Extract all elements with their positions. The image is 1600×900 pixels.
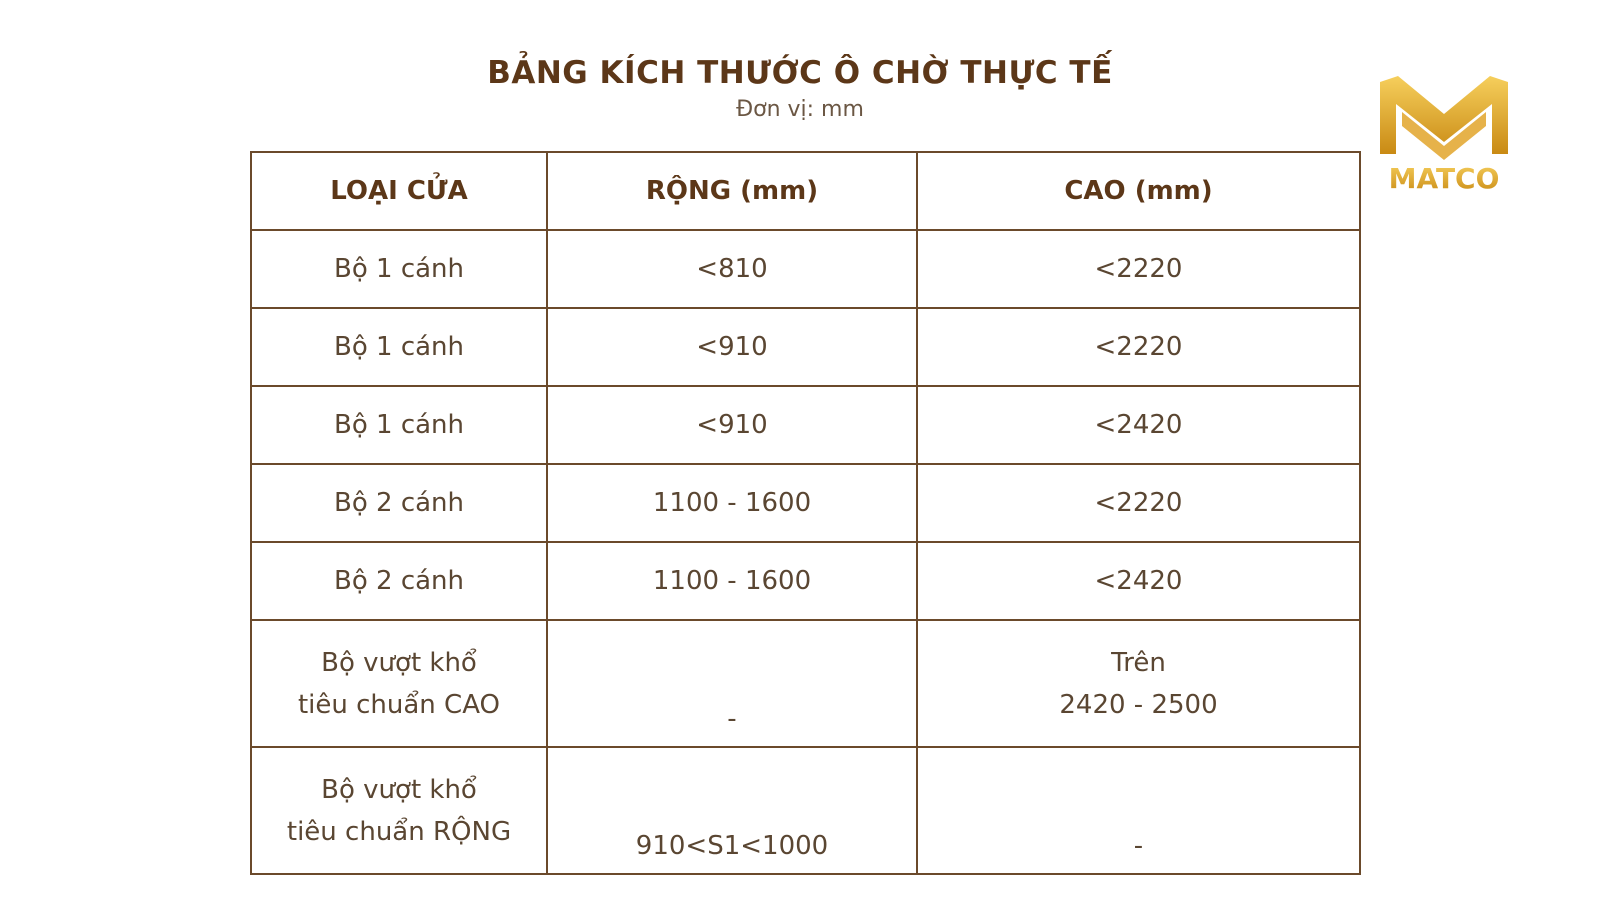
- width-cell: 1100 - 1600: [547, 464, 917, 542]
- table-row: [251, 308, 1360, 386]
- height-cell: <2420: [917, 542, 1360, 620]
- table-row: [251, 747, 1360, 874]
- page-title: BẢNG KÍCH THƯỚC Ô CHỜ THỰC TẾ: [487, 55, 1113, 91]
- height-cell: <2220: [917, 464, 1360, 542]
- width-cell: 1100 - 1600: [547, 542, 917, 620]
- column-header-height: CAO (mm): [917, 152, 1360, 230]
- door-type-cell: Bộ 1 cánh: [251, 230, 547, 308]
- width-cell: 910<S1<1000: [547, 747, 917, 874]
- table-row: [251, 620, 1360, 747]
- svg-text:MATCO: MATCO: [1388, 162, 1500, 194]
- height-cell: <2220: [917, 308, 1360, 386]
- height-cell: -: [917, 747, 1360, 874]
- table-row: [251, 542, 1360, 620]
- height-cell: <2220: [917, 230, 1360, 308]
- door-type-cell: Bộ vượt khổ tiêu chuẩn RỘNG: [251, 747, 547, 874]
- width-cell: <810: [547, 230, 917, 308]
- height-cell: <2420: [917, 386, 1360, 464]
- door-type-cell: Bộ vượt khổ tiêu chuẩn CAO: [251, 620, 547, 747]
- table-row: [251, 230, 1360, 308]
- column-header-width: RỘNG (mm): [547, 152, 917, 230]
- door-type-cell: Bộ 1 cánh: [251, 308, 547, 386]
- door-size-table: [250, 151, 1361, 875]
- door-type-cell: Bộ 1 cánh: [251, 386, 547, 464]
- height-cell: Trên 2420 - 2500: [917, 620, 1360, 747]
- width-cell: <910: [547, 308, 917, 386]
- table-row: [251, 386, 1360, 464]
- table-row: [251, 464, 1360, 542]
- unit-note: Đơn vị: mm: [736, 97, 864, 122]
- width-cell: -: [547, 620, 917, 747]
- matco-logo: [1380, 74, 1510, 194]
- door-type-cell: Bộ 2 cánh: [251, 464, 547, 542]
- door-type-cell: Bộ 2 cánh: [251, 542, 547, 620]
- width-cell: <910: [547, 386, 917, 464]
- column-header-door-type: LOẠI CỬA: [251, 152, 547, 230]
